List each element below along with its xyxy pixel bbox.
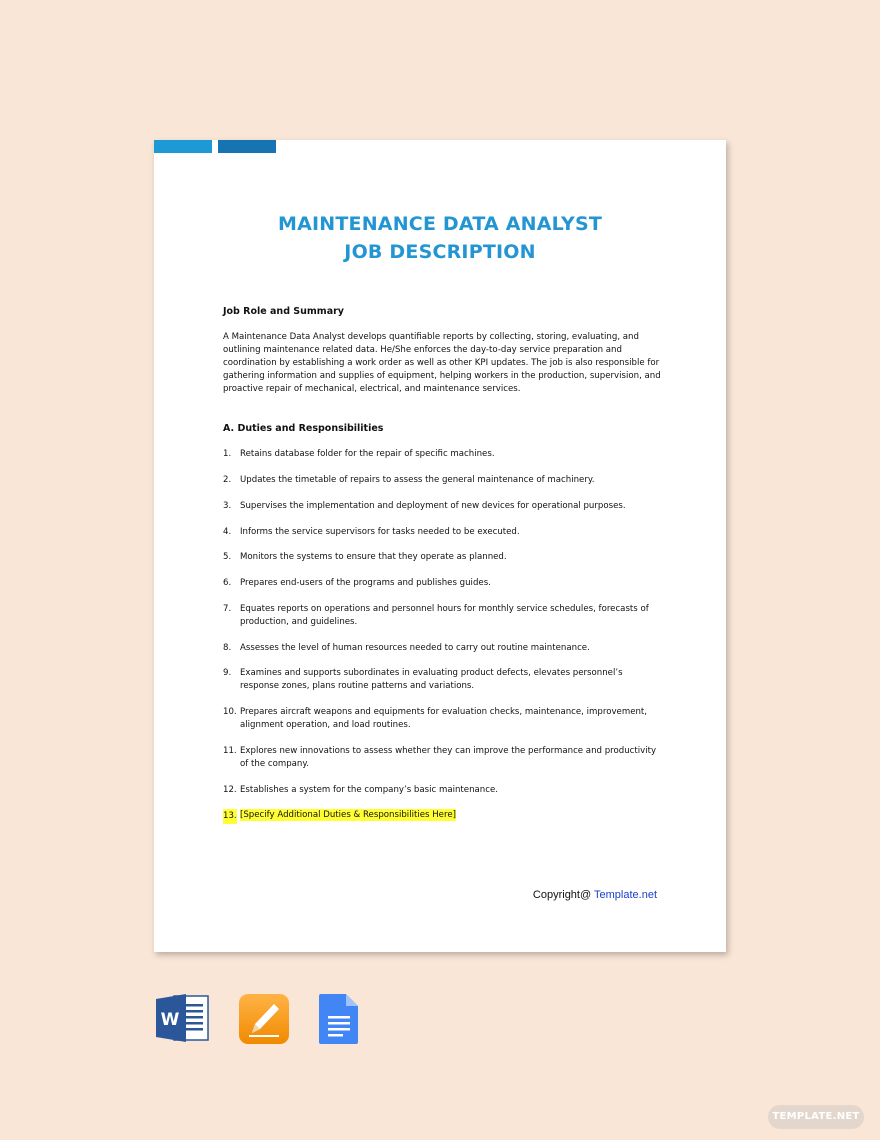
duty-item — [223, 577, 663, 590]
duty-item — [223, 474, 663, 487]
duty-text: Explores new innovations to assess whether they can improve the performance and productivity of the company. — [240, 746, 657, 769]
duty-number: 12. — [223, 785, 237, 795]
document-page — [154, 140, 726, 952]
duty-number: 10. — [223, 707, 237, 717]
duty-item — [223, 551, 663, 564]
template-link[interactable]: Template.net — [594, 889, 657, 901]
accent-bar-right — [218, 140, 276, 153]
word-icon[interactable] — [156, 993, 210, 1048]
duty-text: Establishes a system for the company’s basic maintenance. — [240, 785, 498, 795]
duty-item — [223, 667, 663, 693]
duty-number: 6. — [223, 578, 232, 588]
duty-text: [Specify Additional Duties & Responsibilities Here] — [240, 810, 456, 820]
duty-item — [223, 500, 663, 513]
accent-bar-left — [154, 140, 212, 153]
duties-heading: A. Duties and Responsibilities — [223, 423, 384, 434]
duty-text: Prepares aircraft weapons and equipments for evaluation checks, maintenance, improvement, alignment operation, and load routines. — [240, 707, 648, 730]
duty-item — [223, 706, 663, 732]
summary-paragraph: A Maintenance Data Analyst develops quantifiable reports by collecting, storing, evaluating, and outlining maintenance related data. He/She enforces the day-to-day service preparation and coordination by establishing a work order as well as other KPI updates. The job is also responsible for gathering information and supplies of equipment, helping workers in the production, supervision, and proactive repair of mechanical, electrical, and maintenance services. — [223, 332, 661, 394]
title-line-2: JOB DESCRIPTION — [344, 241, 536, 263]
document-title — [154, 210, 726, 266]
duty-number: 1. — [223, 449, 232, 459]
summary-heading: Job Role and Summary — [223, 306, 344, 317]
duty-number: 7. — [223, 604, 232, 614]
duty-number: 9. — [223, 668, 232, 678]
svg-text:W: W — [160, 1010, 180, 1030]
duty-text: Monitors the systems to ensure that they operate as planned. — [240, 552, 507, 562]
duty-text: Equates reports on operations and personnel hours for monthly service schedules, forecasts of production, and guidelines. — [240, 604, 649, 627]
duty-text: Supervises the implementation and deployment of new devices for operational purposes. — [240, 501, 626, 511]
duty-item — [223, 603, 663, 629]
duty-text: Examines and supports subordinates in evaluating product defects, elevates personnel’s response zones, plans routine patterns and variations. — [240, 668, 623, 691]
copyright-prefix: Copyright@ — [532, 889, 595, 901]
google-docs-icon[interactable] — [318, 993, 360, 1050]
duty-item — [223, 784, 663, 797]
duty-text: Assesses the level of human resources needed to carry out routine maintenance. — [240, 643, 590, 653]
duty-number: 4. — [223, 527, 232, 537]
duty-text: Retains database folder for the repair of specific machines. — [240, 449, 495, 459]
duty-item — [223, 642, 663, 655]
duty-item — [223, 745, 663, 771]
duty-item — [223, 526, 663, 539]
duty-text: Prepares end-users of the programs and publishes guides. — [240, 578, 491, 588]
copyright-notice — [533, 889, 657, 901]
duty-item-placeholder — [223, 809, 663, 822]
duty-item — [223, 448, 663, 461]
duty-number: 3. — [223, 501, 232, 511]
duty-number: 13. — [223, 809, 237, 824]
duty-number: 11. — [223, 746, 237, 756]
template-watermark: TEMPLATE.NET — [768, 1105, 864, 1129]
pages-icon[interactable] — [238, 993, 290, 1050]
title-line-1: MAINTENANCE DATA ANALYST — [277, 213, 603, 235]
duty-text: Updates the timetable of repairs to assess the general maintenance of machinery. — [240, 475, 595, 485]
duty-number: 2. — [223, 475, 232, 485]
duty-number: 8. — [223, 643, 232, 653]
duty-number: 5. — [223, 552, 232, 562]
duty-text: Informs the service supervisors for tasks needed to be executed. — [240, 527, 520, 537]
